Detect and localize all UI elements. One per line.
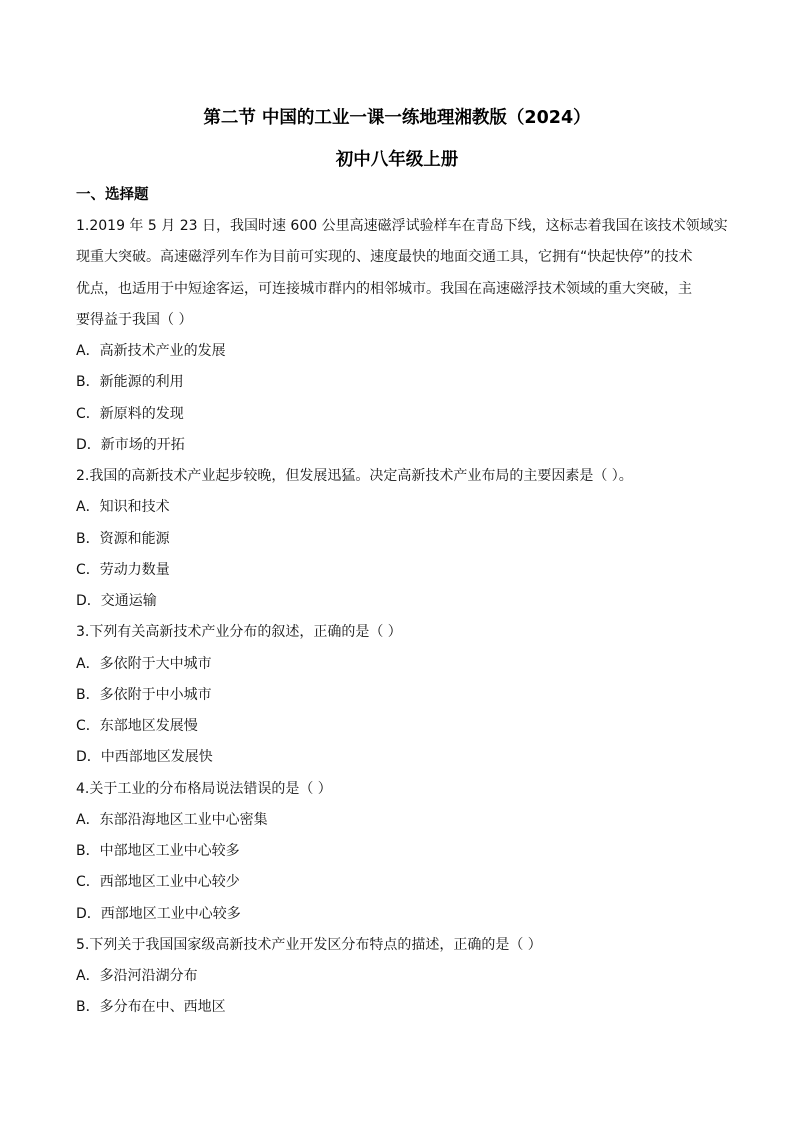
option-a: A．东部沿海地区工业中心密集 [76, 811, 268, 828]
option-c: C．东部地区发展慢 [76, 718, 198, 734]
option-b: B．多依附于中小城市 [76, 686, 212, 703]
option-c: C．劳动力数量 [76, 561, 170, 578]
option-b: B．多分布在中、西地区 [76, 999, 226, 1016]
option-b: B．中部地区工业中心较多 [76, 843, 240, 859]
question-2 [76, 461, 726, 617]
option-b: B．资源和能源 [76, 530, 170, 547]
option-a: A．知识和技术 [76, 499, 170, 516]
option-a: A．多依附于大中城市 [76, 655, 212, 672]
question-stem-line: 现重大突破。高速磁浮列车作为目前可实现的、速度最快的地面交通工具，它拥有“快起快停”的技术 [76, 249, 693, 266]
question-5 [76, 930, 726, 1024]
question-stem-line: 优点，也适用于中短途客运，可连接城市群内的相邻城市。我国在高速磁浮技术领域的重大突破，主 [76, 280, 692, 297]
question-4 [76, 774, 726, 930]
option-a: A．高新技术产业的发展 [76, 343, 226, 359]
question-1 [76, 211, 726, 461]
question-stem-line: 2.我国的高新技术产业起步较晚，但发展迅猛。决定高新技术产业布局的主要因素是（ ）。 [76, 468, 633, 484]
document-subtitle: 初中八年级上册 [335, 150, 459, 170]
option-c: C．新原料的发现 [76, 405, 184, 422]
option-d: D．新市场的开拓 [76, 436, 185, 453]
question-stem-line: 1.2019 年 5 月 23 日，我国时速 600 公里高速磁浮试验样车在青岛下线，这标志着我国在该技术领域实 [76, 218, 728, 234]
option-d: D．交通运输 [76, 593, 157, 609]
question-stem-line: 5.下列关于我国国家级高新技术产业开发区分布特点的描述，正确的是（ ） [76, 936, 542, 953]
question-stem-line: 4.关于工业的分布格局说法错误的是（ ） [76, 780, 332, 797]
section-heading: 一、选择题 [76, 187, 149, 203]
option-a: A．多沿河沿湖分布 [76, 968, 198, 984]
option-b: B．新能源的利用 [76, 374, 184, 391]
question-stem-line: 要得益于我国（ ） [76, 311, 193, 328]
option-d: D．西部地区工业中心较多 [76, 905, 241, 922]
question-3 [76, 617, 726, 773]
question-stem-line: 3.下列有关高新技术产业分布的叙述，正确的是（ ） [76, 624, 402, 641]
document-title: 第二节 中国的工业一课一练地理湘教版（2024） [203, 108, 591, 128]
option-c: C．西部地区工业中心较少 [76, 874, 240, 891]
option-d: D．中西部地区发展快 [76, 749, 213, 766]
question-list [76, 211, 726, 1024]
